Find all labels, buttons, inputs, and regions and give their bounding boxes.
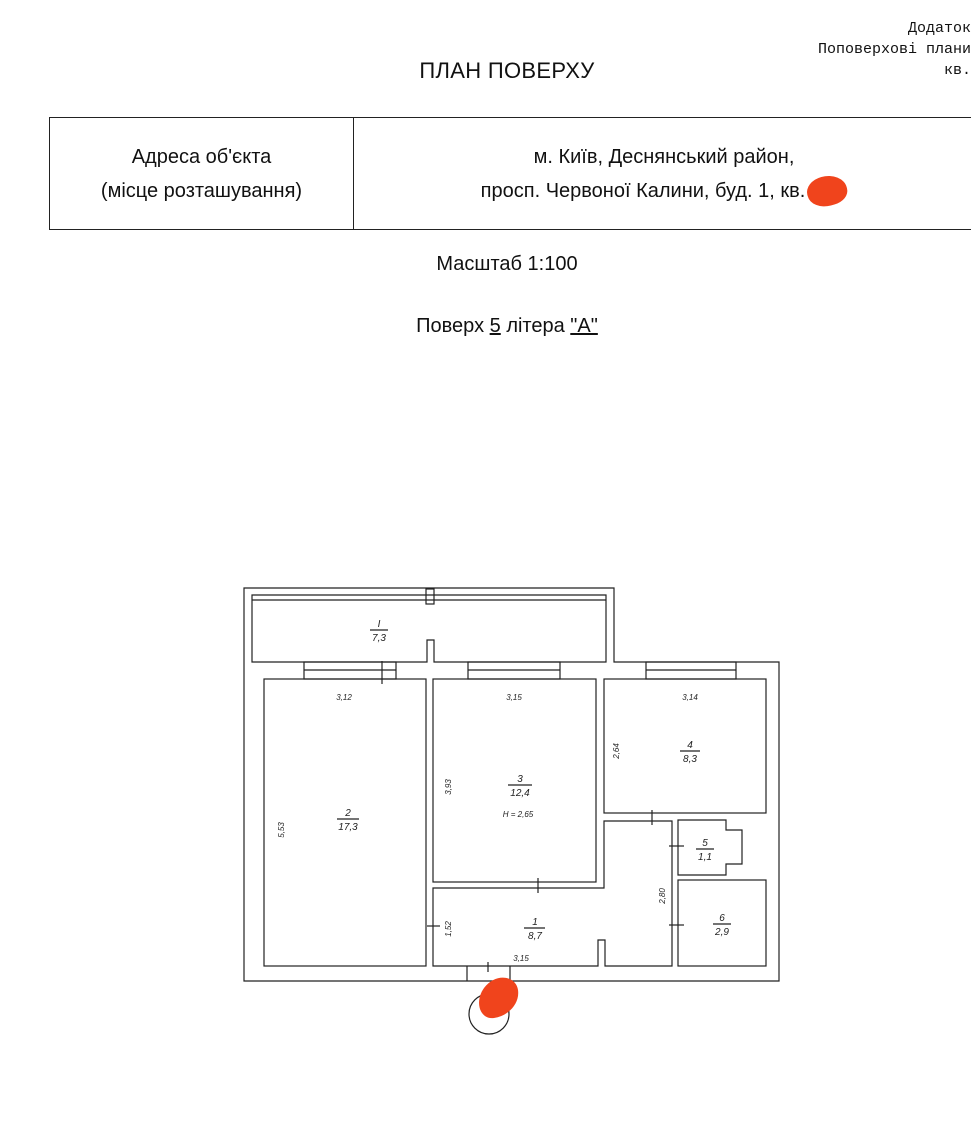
floor-middle: літера: [500, 315, 571, 337]
appendix-line-3: кв.: [943, 62, 971, 79]
dim-hall-width: 3,15: [513, 954, 529, 963]
room-3-number: 3: [517, 774, 523, 785]
address-label-line-1: Адреса об'єкта: [131, 145, 272, 168]
room-6-area: 2,9: [715, 927, 729, 938]
dim-room4-width: 3,14: [682, 693, 698, 702]
balcony-wall: [252, 595, 606, 662]
room-2-number: 2: [345, 808, 351, 819]
dim-room3-width: 3,15: [506, 693, 522, 702]
dim-room2-height: 5,53: [277, 822, 286, 838]
room-4-number: 4: [687, 740, 693, 751]
room-5-wall: [678, 820, 742, 875]
room-balcony-area: 7,3: [372, 633, 386, 644]
floor-letter: "А": [570, 315, 598, 337]
scale-text: Масштаб 1:100: [436, 253, 578, 275]
dim-hall-height: 1,52: [444, 921, 453, 937]
floor-number: 5: [489, 315, 501, 337]
hall-wall: [433, 821, 672, 966]
room-1-area: 8,7: [528, 931, 542, 942]
appendix-line-2: Поповерхові плани: [817, 41, 971, 58]
appendix-line-1: Додаток: [907, 20, 971, 37]
room-2-area: 17,3: [338, 822, 358, 833]
room-1-number: 1: [532, 917, 538, 928]
room-3-wall: [433, 679, 596, 882]
dim-room4-height: 2,64: [612, 743, 621, 759]
address-value-line-1: м. Київ, Деснянський район,: [533, 145, 795, 168]
room-6-number: 6: [719, 913, 725, 924]
dim-room2-width: 3,12: [336, 693, 352, 702]
room-5-number: 5: [702, 838, 708, 849]
floor-prefix: Поверх: [416, 315, 490, 337]
room-4-area: 8,3: [683, 754, 697, 765]
room-balcony-number: I: [377, 619, 381, 630]
address-value-text: просп. Червоної Калини, буд. 1, кв.: [480, 179, 806, 202]
page-title: ПЛАН ПОВЕРХУ: [419, 58, 595, 83]
dim-room3-height: 3,93: [444, 779, 453, 795]
room-3-height: H = 2,65: [502, 810, 534, 819]
dim-corridor-height: 2,80: [658, 888, 667, 904]
redaction-blob: [479, 978, 518, 1019]
address-label-line-2: (місце розташування): [100, 179, 303, 202]
room-5-area: 1,1: [698, 852, 712, 863]
room-3-area: 12,4: [510, 788, 530, 799]
